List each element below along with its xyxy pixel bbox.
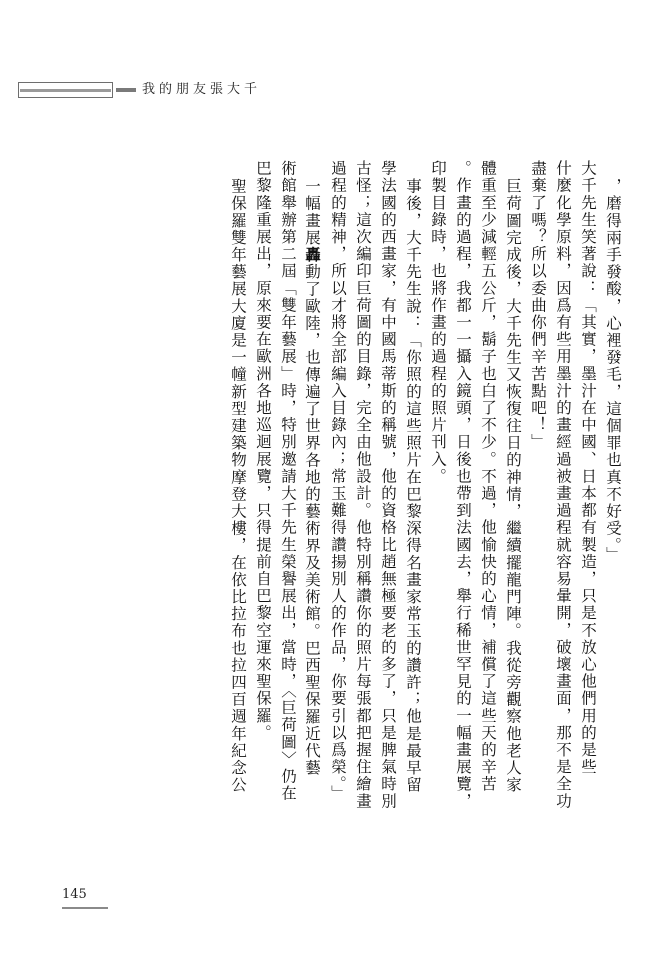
page-header	[18, 78, 642, 104]
text-column: 一幅畫展轟動了歐陸，也傳遍了世界各地的藝術界及美術館。巴西聖保羅近代藝	[303, 178, 322, 777]
page-footer	[62, 887, 622, 911]
header-ornament-bar	[116, 88, 136, 92]
text-column: 印製目錄時，也將作畫的過程的照片刊入。	[429, 160, 447, 485]
text-column: 學法國的西畫家，有中國馬蒂斯的稱號，他的資格比趙無極要老的多了，只是脾氣時別	[379, 160, 397, 810]
running-head-title: 我的朋友張大千	[142, 82, 262, 97]
text-column: 體重至少減輕五公斤，鬍子也白了不少。不過，他愉快的心情，補償了這些天的辛苦	[479, 160, 497, 793]
text-column: 過程的精神，所以才將全部編入目錄內；常玉難得讚揚別人的作品，你要引以爲榮。」	[329, 160, 347, 803]
text-column: 巴黎隆重展出，原來要在歐洲各地巡迴展覽，只得提前自巴黎空運來聖保羅。	[254, 160, 272, 742]
text-column: 古怪；這次編印巨荷圖的目錄，完全由他設計。他特別稱讚你的照片每張都把握住繪畫	[354, 160, 372, 810]
text-column: ，磨得兩手發酸，心裡發毛，這個罪也真不好受。」	[604, 178, 622, 564]
text-column: 大千先生笑著說：「其實，墨汁在中國、日本都有製造，只是不放心他們用的是些	[579, 160, 597, 776]
text-column: 什麼化學原料，因爲有些用墨汁的畫經過被畫過程就容易暈開，破壞畫面，那不是全功	[554, 160, 572, 810]
text-column: 術館舉辦第二屆「雙年藝展」時，特別邀請大千先生榮譽展出，當時，〈巨荷圖〉仍在	[279, 160, 297, 803]
text-column: 聖保羅雙年藝展大廈是一幢新型建築物摩登大樓，在依比拉布也拉四百週年紀念公	[229, 178, 247, 794]
header-ornament-box	[18, 82, 113, 98]
text-column: 巨荷圖完成後，大千先生又恢復往日的神情，繼續擺龍門陣。我從旁觀察他老人家	[504, 178, 522, 794]
footer-rule	[62, 907, 108, 909]
text-column: 。作畫的過程，我都一一攝入鏡頭，日後也帶到法國去，舉行稀世罕見的一幅畫展覽，	[454, 160, 472, 810]
vertical-column-container	[220, 160, 620, 860]
text-column: 盡棄了嗎？所以委曲你們辛苦點吧！」	[529, 160, 547, 451]
emphasis-char: 轟	[303, 246, 322, 264]
page-number: 145	[62, 887, 87, 902]
body-text-area	[34, 160, 620, 860]
text-column: 事後，大千先生說：「你照的這些照片在巴黎深得名畫家常玉的讚許；他是最早留	[404, 178, 422, 794]
